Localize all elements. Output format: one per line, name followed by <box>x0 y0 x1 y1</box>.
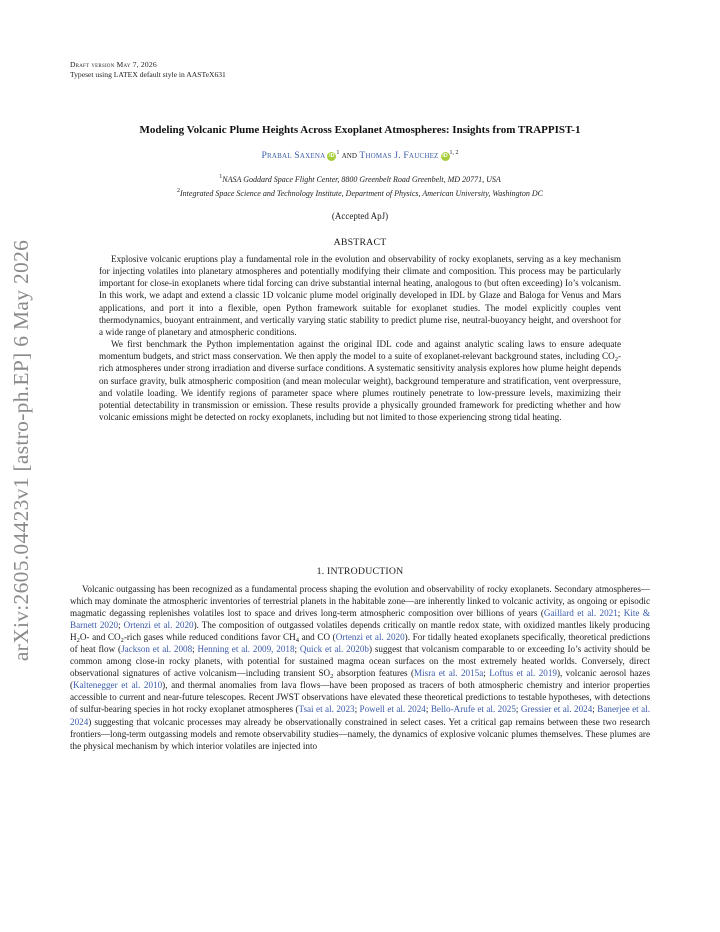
citation-link[interactable]: Loftus et al. 2019 <box>489 668 557 679</box>
arxiv-id-text: arXiv:2605.04423v1 [astro-ph.EP] 6 May 2026 <box>9 239 34 661</box>
header-meta <box>70 60 226 80</box>
orcid-icon[interactable]: iD <box>329 153 335 159</box>
citation-link[interactable]: Misra et al. 2015a <box>414 668 484 679</box>
paper-title: Modeling Volcanic Plume Heights Across Exoplanet Atmospheres: Insights from TRAPPIST-1 <box>139 124 581 136</box>
and-word: and <box>341 150 357 161</box>
citation-link[interactable]: Gressier et al. 2024 <box>520 704 593 715</box>
citation-link[interactable]: Banerjee et al. 2024 <box>70 704 650 727</box>
citation-link[interactable]: Quick et al. 2020b <box>299 644 369 655</box>
citation-link[interactable]: Bello-Arufe et al. 2025 <box>430 704 516 715</box>
author1-affil-sup: 1 <box>336 150 340 156</box>
introduction-body <box>70 583 650 752</box>
author-saxena-link[interactable]: Prabal Saxena <box>261 150 326 161</box>
acceptance-note: (Accepted ApJ) <box>331 211 389 221</box>
citation-link[interactable]: Ortenzi et al. 2020 <box>123 620 194 631</box>
affiliation-text: Integrated Space Science and Technology Institute, Department of Physics, American University, Washington DC <box>180 189 543 198</box>
citation-link[interactable]: Ortenzi et al. 2020 <box>335 632 405 643</box>
orcid-icon[interactable]: iD <box>442 153 448 159</box>
affiliation-1 <box>40 172 680 185</box>
arxiv-identifier-stamp <box>0 230 44 670</box>
typeset-line: Typeset using LATEX default style in AASTeX631 <box>70 70 226 79</box>
author2-affil-sup: 1, 2 <box>449 150 459 156</box>
draft-version-line: Draft version May 7, 2026 <box>70 60 157 69</box>
citation-link[interactable]: Jackson et al. 2008 <box>121 644 193 655</box>
citation-link[interactable]: Powell et al. 2024 <box>359 704 426 715</box>
section-heading-introduction: 1. INTRODUCTION <box>316 566 404 577</box>
author-fauchez-link[interactable]: Thomas J. Fauchez <box>359 150 439 161</box>
affiliation-text: NASA Goddard Space Flight Center, 8800 Greenbelt Road Greenbelt, MD 20771, USA <box>222 175 501 184</box>
citation-link[interactable]: Kaltenegger et al. 2010 <box>73 680 163 691</box>
citation-link[interactable]: Kite & Barnett 2020 <box>70 608 650 631</box>
citation-link[interactable]: Henning et al. 2009, 2018 <box>197 644 295 655</box>
abstract-body <box>99 253 621 423</box>
citation-link[interactable]: Gaillard et al. 2021 <box>543 608 618 619</box>
affiliation-number: 1 <box>219 174 223 180</box>
introduction-paragraph-1: Volcanic outgassing has been recognized as a fundamental process shaping the evolution and observability of rocky exoplanets. Secondary atmospheres—which may dominate the atmospheric inventories of terrestrial planets in the habitable zone—are inherently linked to volcanic activity, as ongoing or episodic magmatic degassing replenishes volatiles lost to space and drives long-term atmospheric composition over billions of years (Gaillard et al. 2021; Kite & Barnett 2020; Ortenzi et al. 2020). The composition of outgassed volatiles depends critically on mantle redox state, with oxidized mantles likely producing $H_2O-$ and $CO_2$-rich gases while reduced conditions favor $CH_4$ and CO (Ortenzi et al. 2020). For tidally heated exoplanets specifically, theoretical predictions of heat flow (Jackson et al. 2008; Henning et al. 2009, 2018; Quick et al. 2020b) suggest that volcanism comparable to or exceeding Io’s activity should be common among close-in rocky planets, with potential for sustained magma ocean surfaces on the most extremely heated worlds. Conversely, direct observational signatures of active volcanism—including transient $SO_2$ absorption features (Misra et al. 2015a; Loftus et al. 2019), volcanic aerosol hazes (Kaltenegger et al. 2010), and thermal anomalies from lava flows—have been proposed as tracers of both atmospheric chemistry and interior properties accessible to current and near-future telescopes. Recent JWST observations have elevated these theoretical predictions to testable hypotheses, with detections of sulfur-bearing species in hot rocky exoplanet atmospheres (Tsai et al. 2023; Powell et al. 2024; Bello-Arufe et al. 2025; Gressier et al. 2024; Banerjee et al. 2024) suggesting that volcanic processes may already be observationally constrained in select cases. Yet a critical gap remains between these two research frontiers—long-term outgassing models and remote observability studies—namely, the dynamics of explosive volcanic plumes themselves. These plumes are the physical mechanism by which interior volatiles are injected into <box>70 584 650 751</box>
citation-link[interactable]: Tsai et al. 2023 <box>298 704 355 715</box>
affiliation-number: 2 <box>177 188 180 194</box>
abstract-paragraph-1: Explosive volcanic eruptions play a fundamental role in the evolution and observability of rocky exoplanets, serving as a key mechanism for injecting volatiles into planetary atmospheres and potentially modifying their climate and composition. This process may be particularly important for close-in exoplanets where tidal forcing can drive substantial internal heating, analogous to (but often exceeding) Io’s volcanism. In this work, we adapt and extend a classic 1D volcanic plume model originally developed in IDL by Glaze and Baloga for Venus and Mars applications, and port it into a flexible, open Python framework suitable for exoplanet studies. The model explicitly couples vent thermodynamics, buoyant entrainment, and vertically varying static stability to predict plume rise, neutral-buoyancy height, and overshoot for a wide range of planetary and atmospheric conditions. <box>99 254 621 337</box>
abstract-heading: ABSTRACT <box>333 237 387 248</box>
author-list <box>40 147 680 162</box>
affiliation-2 <box>40 186 680 199</box>
abstract-paragraph-2: We first benchmark the Python implementation against the original IDL code and against analytic scaling laws to ensure adequate momentum budgets, and strict mass conservation. We then apply the model to a suite of exoplanet-relevant background states, including $CO_2$-rich atmospheres under strong irradiation and diverse surface conditions. A systematic sensitivity analysis explores how plume height depends on surface gravity, bulk atmospheric composition (and mean molecular weight), background temperature and stratification, vent overpressure, and volatile loading. We identify regions of parameter space where plumes routinely penetrate to low-pressure levels, maximizing their potential detectability in transmission or emission. These results provide a physically grounded framework for predicting whether and how volcanic emissions might be detected on rocky exoplanets, including but not limited to those experiencing strong tidal heating. <box>99 339 621 423</box>
